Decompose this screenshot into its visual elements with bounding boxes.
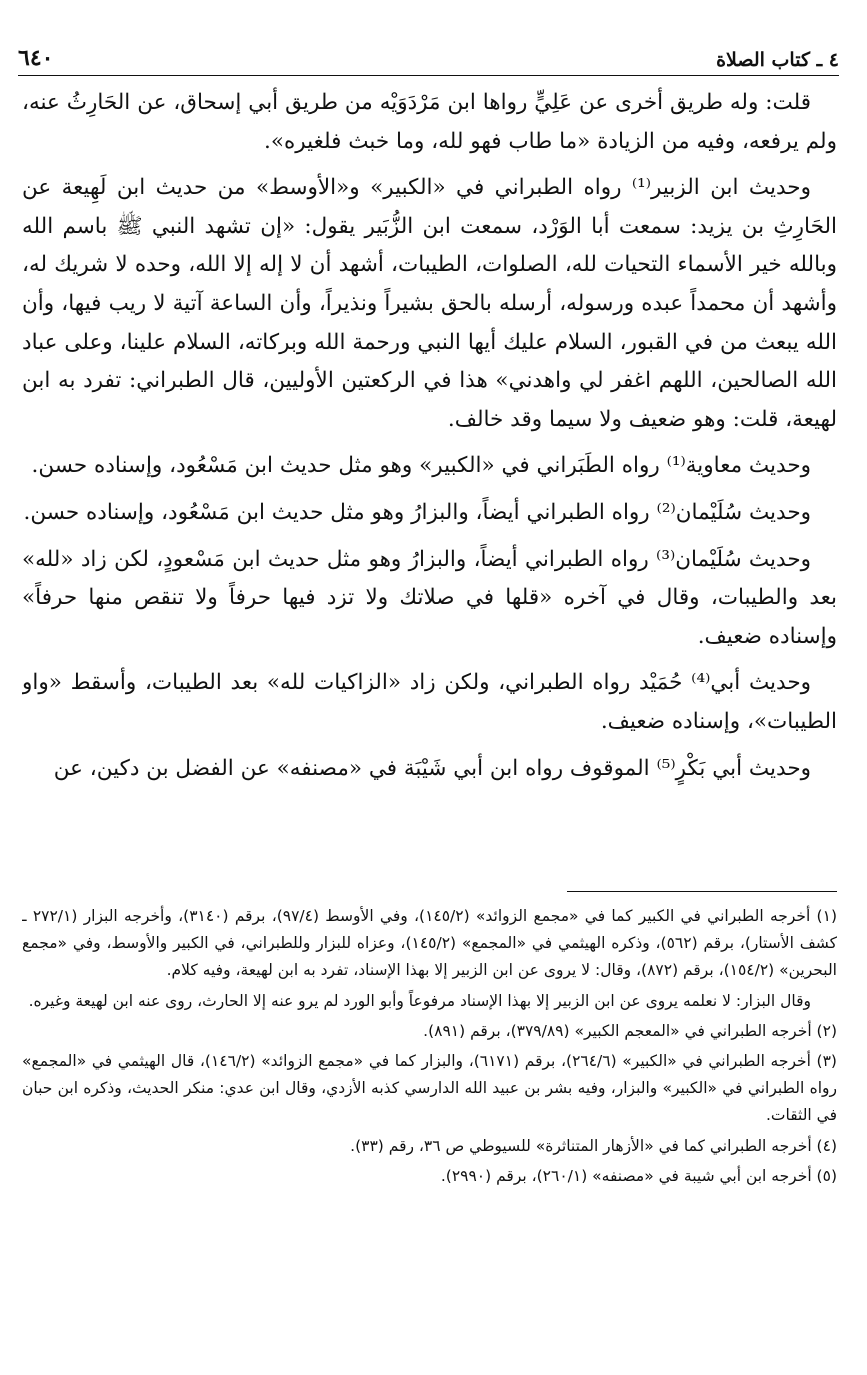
footnote-separator	[567, 891, 837, 892]
paragraph: وحديث سُلَيْمان⁽²⁾ رواه الطبراني أيضاً، والبزارُ وهو مثل حديث ابن مَسْعُود، وإسناده حسن.	[23, 499, 811, 525]
paragraph: وحديث معاوية⁽¹⁾ رواه الطَبَراني في «الكبير» وهو مثل حديث ابن مَسْعُود، وإسناده حسن.	[31, 453, 811, 479]
footnote-continuation: وقال البزار: لا نعلمه يروى عن ابن الزبير إلا بهذا الإسناد مرفوعاً وأبو الورد لم يرو عنه إلا الحارث، روى عنه ابن لهيعة وغيره.	[28, 991, 811, 1010]
footnote: (٤) أخرجه الطبراني كما في «الأزهار المتناثرة» للسيوطي ص ٣٦، رقم (٣٣).	[350, 1136, 837, 1155]
footnote: (١) أخرجه الطبراني في الكبير كما في «مجمع الزوائد» (١٤٥/٢)، وفي الأوسط (٩٧/٤)، برقم (٣١٤٠)، وأخرجه البزار (٢٧٢/١ ـ كشف الأستار)، برقم (٥٦٢)، وذكره الهيثمي في «المجمع» (١٤٥/٢)، وعزاه للبزار وللطبراني، في الكبير والأوسط، وفي «مجمع البحرين» (١٥٤/٢)، برقم (٨٧٢)، وقال: لا يروى عن ابن الزبير إلا بهذا الإسناد، تفرد به ابن لهيعة، وفيه كلام.	[22, 907, 837, 980]
footnote: (٥) أخرجه ابن أبي شيبة في «مصنفه» (٢٦٠/١)، برقم (٢٩٩٠).	[440, 1166, 837, 1185]
footnote: (٣) أخرجه الطبراني في «الكبير» (٢٦٤/٦)، برقم (٦١٧١)، والبزار كما في «مجمع الزوائد» (١٤٦/٢)، قال الهيثمي في «المجمع» رواه الطبراني في «الكبير» والبزار، وفيه بشر بن عبيد الله الدارسي كذبه الأزدي، وقال ابن عدي: منكر الحديث، وذكره ابن حبان في الثقات.	[22, 1052, 837, 1125]
footnote: (٢) أخرجه الطبراني في «المعجم الكبير» (٣٧٩/٨٩)، برقم (٨٩١).	[423, 1021, 837, 1040]
paragraph: وحديث أبي بَكْرٍ⁽⁵⁾ الموقوف رواه ابن أبي شَيْبَة في «مصنفه» عن الفضل بن دكين، عن	[53, 755, 811, 781]
running-header	[18, 30, 839, 76]
chapter-title: ٤ ـ كتاب الصلاة	[716, 49, 839, 71]
paragraph: وحديث سُلَيْمان⁽³⁾ رواه الطبراني أيضاً، والبزارُ وهو مثل حديث ابن مَسْعودٍ، لكن زاد «لله» بعد والطيبات، وقال في آخره «قلها في صلاتك ولا تزد فيها حرفاً ولا تنقص منها حرفاً» وإسناده ضعيف.	[22, 546, 837, 649]
paragraph: وحديث ابن الزبير⁽¹⁾ رواه الطبراني في «الكبير» و«الأوسط» من حديث ابن لَهِيعة عن الحَارِثِ بن يزيد: سمعت أبا الوَرْد، سمعت ابن الزُّبَير يقول: «إن تشهد النبي ﷺ باسم الله وبالله خير الأسماء التحيات لله، الصلوات، الطيبات، أشهد أن لا إله إلا الله، وحده لا شريك له، وأشهد أن محمداً عبده ورسوله، أرسله بالحق بشيراً ونذيراً، وأن الساعة آتية لا ريب فيها، وأن الله يبعث من في القبور، السلام عليك أيها النبي ورحمة الله وبركاته، السلام علينا، وعلى عباد الله الصالحين، اللهم اغفر لي واهدني» هذا في الركعتين الأوليين، قال الطبراني: تفرد به ابن لهيعة، قلت: وهو ضعيف ولا سيما وقد خالف.	[22, 175, 837, 432]
page-number: ٦٤٠	[18, 45, 54, 71]
paragraph: وحديث أبي⁽⁴⁾ حُمَيْد رواه الطبراني، ولكن زاد «الزاكيات لله» بعد الطيبات، وأسقط «واو الطيبات»، وإسناده ضعيف.	[22, 670, 837, 734]
footnotes	[22, 903, 837, 1323]
paragraph: قلت: وله طريق أخرى عن عَلِيٍّ رواها ابن مَرْدَوَيْه من طريق أبي إسحاق، عن الحَارِثُ عنه، ولم يرفعه، وفيه من الزيادة «ما طاب فهو لله، وما خبث فلغيره».	[22, 90, 837, 154]
main-text	[22, 84, 837, 889]
